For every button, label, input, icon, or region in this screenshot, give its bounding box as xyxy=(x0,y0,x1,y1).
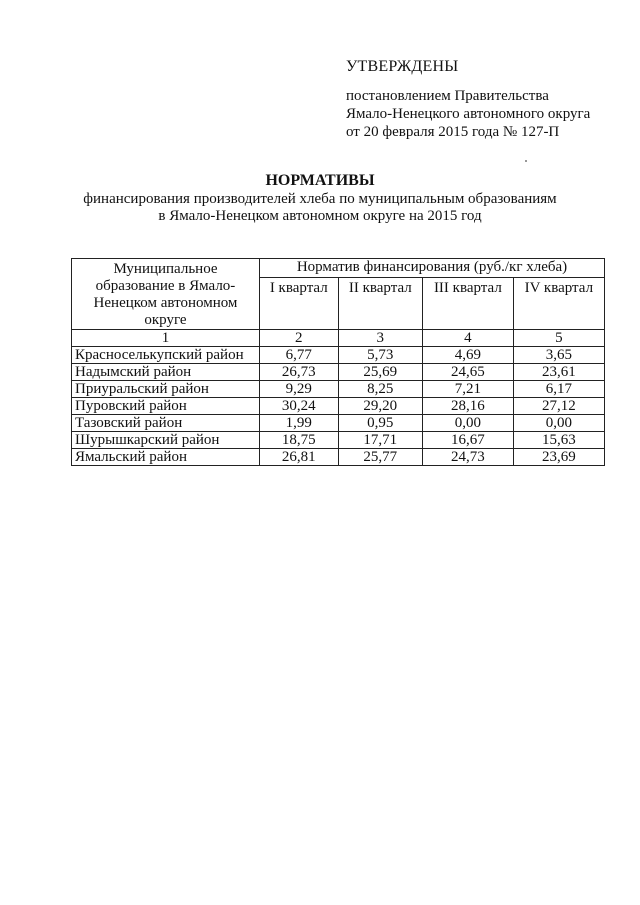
column-numbering-row xyxy=(72,330,605,347)
quarter-4-value-cell: 15,63 xyxy=(513,432,604,449)
table-row xyxy=(72,432,605,449)
quarter-2-value-cell: 29,20 xyxy=(338,398,423,415)
quarter-4-value-cell: 3,65 xyxy=(513,347,604,364)
column-number: 3 xyxy=(338,330,423,347)
quarter-4-value-cell: 0,00 xyxy=(513,415,604,432)
quarter-1-value-cell: 6,77 xyxy=(260,347,339,364)
quarter-3-value-cell: 4,69 xyxy=(423,347,514,364)
municipality-name-cell: Красноселькупский район xyxy=(72,347,260,364)
column-number: 5 xyxy=(513,330,604,347)
column-number: 2 xyxy=(260,330,339,347)
document-heading xyxy=(0,172,640,225)
quarter-2-value-cell: 25,69 xyxy=(338,364,423,381)
quarter-1-value-cell: 1,99 xyxy=(260,415,339,432)
document-subtitle-1: финансирования производителей хлеба по муниципальным образованиям xyxy=(83,191,557,207)
quarter-4-value-cell: 23,69 xyxy=(513,449,604,466)
approval-line-2: Ямало-Ненецкого автономного округа xyxy=(346,106,591,122)
municipality-name-cell: Приуральский район xyxy=(72,381,260,398)
quarter-2-value-cell: 8,25 xyxy=(338,381,423,398)
quarter-2-value-cell: 0,95 xyxy=(338,415,423,432)
municipality-name-cell: Шурышкарский район xyxy=(72,432,260,449)
quarter-3-header: III квартал xyxy=(423,278,514,330)
quarter-1-value-cell: 18,75 xyxy=(260,432,339,449)
table-row xyxy=(72,347,605,364)
column-number: 1 xyxy=(72,330,260,347)
quarter-3-value-cell: 24,73 xyxy=(423,449,514,466)
quarter-3-value-cell: 7,21 xyxy=(423,381,514,398)
municipality-header-line: округе xyxy=(144,312,187,328)
table-row xyxy=(72,364,605,381)
quarter-2-value-cell: 17,71 xyxy=(338,432,423,449)
table-header-row xyxy=(72,259,605,278)
approval-block xyxy=(346,58,626,141)
quarter-3-value-cell: 16,67 xyxy=(423,432,514,449)
municipality-name-cell: Тазовский район xyxy=(72,415,260,432)
table-row xyxy=(72,449,605,466)
quarter-3-value-cell: 24,65 xyxy=(423,364,514,381)
norms-table xyxy=(71,258,605,466)
quarter-1-value-cell: 9,29 xyxy=(260,381,339,398)
quarter-2-value-cell: 5,73 xyxy=(338,347,423,364)
municipality-header-line: Ненецком автономном xyxy=(93,295,238,311)
quarter-2-header: II квартал xyxy=(338,278,423,330)
column-number: 4 xyxy=(423,330,514,347)
approval-line-3: от 20 февраля 2015 года № 127-П xyxy=(346,124,560,140)
municipality-name-cell: Пуровский район xyxy=(72,398,260,415)
table-row xyxy=(72,398,605,415)
approval-line-1: постановлением Правительства xyxy=(346,88,549,104)
document-title: НОРМАТИВЫ xyxy=(265,172,375,189)
municipality-name-cell: Надымский район xyxy=(72,364,260,381)
quarter-3-value-cell: 28,16 xyxy=(423,398,514,415)
municipality-header-line: образование в Ямало- xyxy=(95,278,236,294)
quarter-1-value-cell: 26,73 xyxy=(260,364,339,381)
quarter-1-value-cell: 26,81 xyxy=(260,449,339,466)
quarter-3-value-cell: 0,00 xyxy=(423,415,514,432)
table-row xyxy=(72,415,605,432)
table-row xyxy=(72,381,605,398)
quarter-4-value-cell: 6,17 xyxy=(513,381,604,398)
quarter-1-value-cell: 30,24 xyxy=(260,398,339,415)
quarter-1-header: I квартал xyxy=(260,278,339,330)
municipality-name-cell: Ямальский район xyxy=(72,449,260,466)
scan-speck xyxy=(525,160,527,162)
funding-norm-group-header: Норматив финансирования (руб./кг хлеба) xyxy=(260,259,605,278)
quarter-4-header: IV квартал xyxy=(513,278,604,330)
quarter-4-value-cell: 27,12 xyxy=(513,398,604,415)
municipality-column-header xyxy=(72,259,260,330)
quarter-4-value-cell: 23,61 xyxy=(513,364,604,381)
approval-title: УТВЕРЖДЕНЫ xyxy=(346,58,459,75)
municipality-header-line: Муниципальное xyxy=(113,261,218,277)
document-subtitle-2: в Ямало-Ненецком автономном округе на 2015 год xyxy=(158,208,482,224)
quarter-2-value-cell: 25,77 xyxy=(338,449,423,466)
